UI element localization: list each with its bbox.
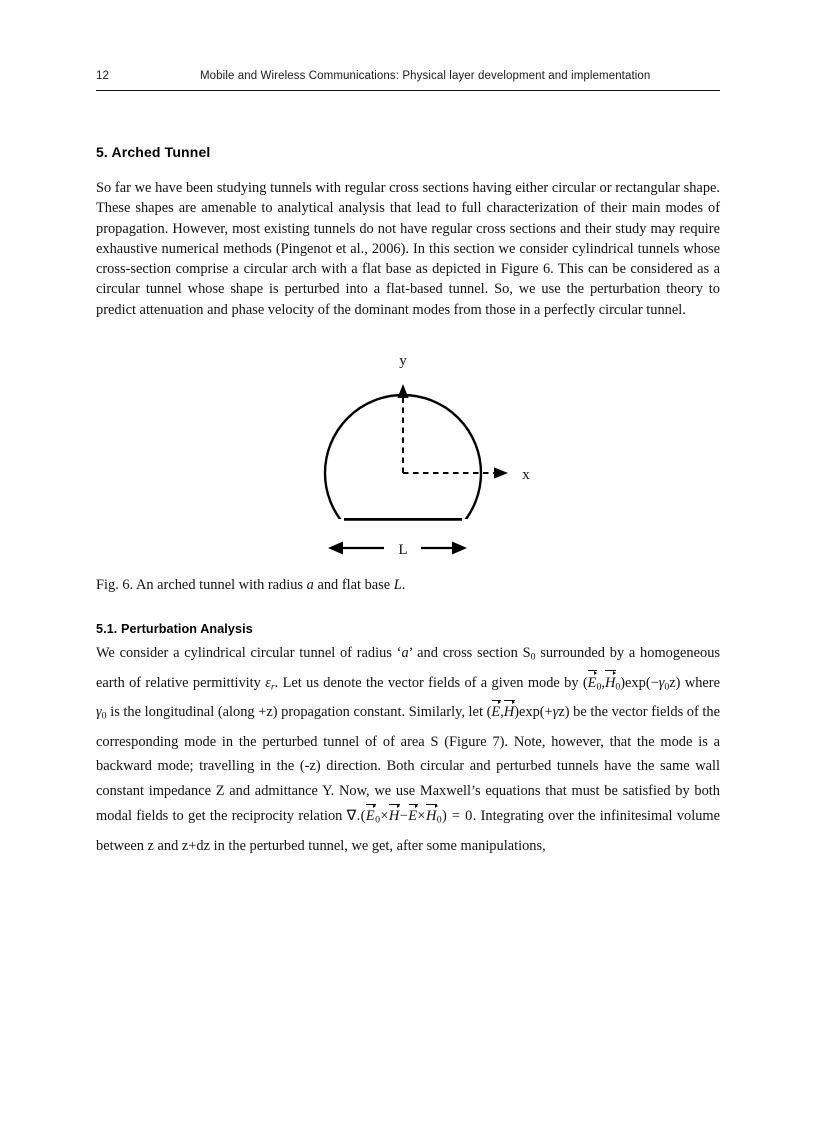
caption-suffix: . <box>401 577 406 593</box>
math1-open: ( <box>582 674 588 691</box>
eq-E0-subscript: 0 <box>375 814 381 826</box>
page-header <box>96 70 720 92</box>
math1-gamma: γ <box>658 674 665 691</box>
caption-prefix: Fig. 6. An arched tunnel with radius <box>96 577 307 593</box>
eq-nabla: ∇.( <box>346 807 366 824</box>
permittivity-subscript: r <box>270 681 275 693</box>
x-axis-dashed <box>403 467 508 478</box>
math2-E-vector: E <box>491 700 500 725</box>
subsection-paragraph <box>96 641 720 858</box>
para2-text-d: . Let us denote the vector fields of a given mode by <box>274 674 583 691</box>
figure-caption <box>96 575 720 595</box>
math1-close: )exp(− <box>620 674 659 691</box>
y-axis-label: y <box>399 353 407 369</box>
math2-comma: , <box>500 704 504 721</box>
x-axis-label: x <box>522 467 530 483</box>
eq-H0-subscript: 0 <box>436 814 443 826</box>
eq-H0-vector: H <box>426 804 437 829</box>
eq-H-vector: H <box>389 804 400 829</box>
eq-times-1: × <box>380 807 389 824</box>
base-dimension-label: L <box>398 542 408 558</box>
base-dimension-arrow <box>328 542 467 559</box>
math1-E-vector: E <box>588 671 597 696</box>
para2-text-c: surrounded by a homogeneous earth of relative permittivity <box>96 645 720 691</box>
math1-E-subscript: 0 <box>596 681 602 693</box>
math2-H-vector: H <box>504 700 514 725</box>
eq-E-vector: E <box>408 804 417 829</box>
book-title: Mobile and Wireless Communications: Physical layer development and implementation <box>200 70 651 82</box>
para2-text-g: be the vector fields of the corresponding mode in the perturbed tunnel of of area S (Figure 7). Note, however, that the mode is a backward mode; travelling in the (-z) direction. Both circular and perturbed tunnels have the same wall constant impedance Z and admittance Y. Now, we use Maxwell’s equations that must be satisfied by both modal fields to get the reciprocity relation <box>96 704 721 824</box>
gamma-zero-inline <box>96 704 107 720</box>
gamma-symbol: γ <box>96 704 102 721</box>
math2-gamma: γ <box>552 704 559 721</box>
page-number: 12 <box>96 70 109 82</box>
caption-radius-symbol: a <box>306 577 314 593</box>
header-rule <box>96 90 720 91</box>
math1-H-vector: H <box>605 671 615 696</box>
reciprocity-relation-equation <box>347 808 473 824</box>
gamma-subscript: 0 <box>101 710 107 722</box>
cross-section-subscript: 0 <box>530 651 536 663</box>
section-heading: 5. Arched Tunnel <box>96 144 211 160</box>
caption-base-symbol: L <box>393 577 402 593</box>
radius-symbol: a <box>401 645 409 661</box>
math2-open: ( <box>486 704 492 721</box>
para2-text-b: ’ and cross section S <box>408 645 531 661</box>
para2-text-e: where <box>680 674 720 691</box>
math2-close: )exp(+ <box>514 704 553 721</box>
para2-text-a: We consider a cylindrical circular tunnel of radius ‘ <box>96 645 402 661</box>
section-paragraph: So far we have been studying tunnels with regular cross sections having either circular or rectangular shape. These shapes are amenable to analytical analysis that lead to full characterization of their main modes of propagation. However, most existing tunnels do not have regular cross sections and their study may require exhaustive numerical methods (Pingenot et al., 2006). In this section we consider cylindrical tunnels whose cross-section comprise a circular arch with a flat base as depicted in Figure 6. This can be considered as a circular tunnel whose shape is perturbed into a flat-based tunnel. So, we use the perturbation theory to predict attenuation and phase velocity of the dominant modes from those in a perfectly circular tunnel. <box>96 180 720 318</box>
math-mode-expression-2 <box>487 704 570 720</box>
permittivity-symbol: ε <box>265 674 271 691</box>
caption-middle: and flat base <box>313 577 394 593</box>
math-mode-expression-1 <box>583 675 681 691</box>
eq-minus: − <box>399 807 409 824</box>
para2-text-f: is the longitudinal (along +z) propagation constant. Similarly, let <box>106 704 487 721</box>
math1-H-subscript: 0 <box>615 681 621 693</box>
math1-z: z) <box>669 674 681 691</box>
y-axis-dashed <box>397 384 408 473</box>
eq-tail: ) = 0 <box>442 807 473 824</box>
eq-times-2: × <box>417 807 426 824</box>
para2-text-h: . Integrating over the infinitesimal volume between z and z+dz in the perturbed tunnel, we get, after some manipulations, <box>96 807 721 854</box>
math1-comma: , <box>601 674 605 691</box>
eq-E0-vector: E <box>366 804 375 829</box>
figure-arched-tunnel <box>96 340 720 570</box>
subsection-heading: 5.1. Perturbation Analysis <box>96 622 253 636</box>
math2-z: z) <box>558 704 570 721</box>
math1-gamma-subscript: 0 <box>664 681 670 693</box>
